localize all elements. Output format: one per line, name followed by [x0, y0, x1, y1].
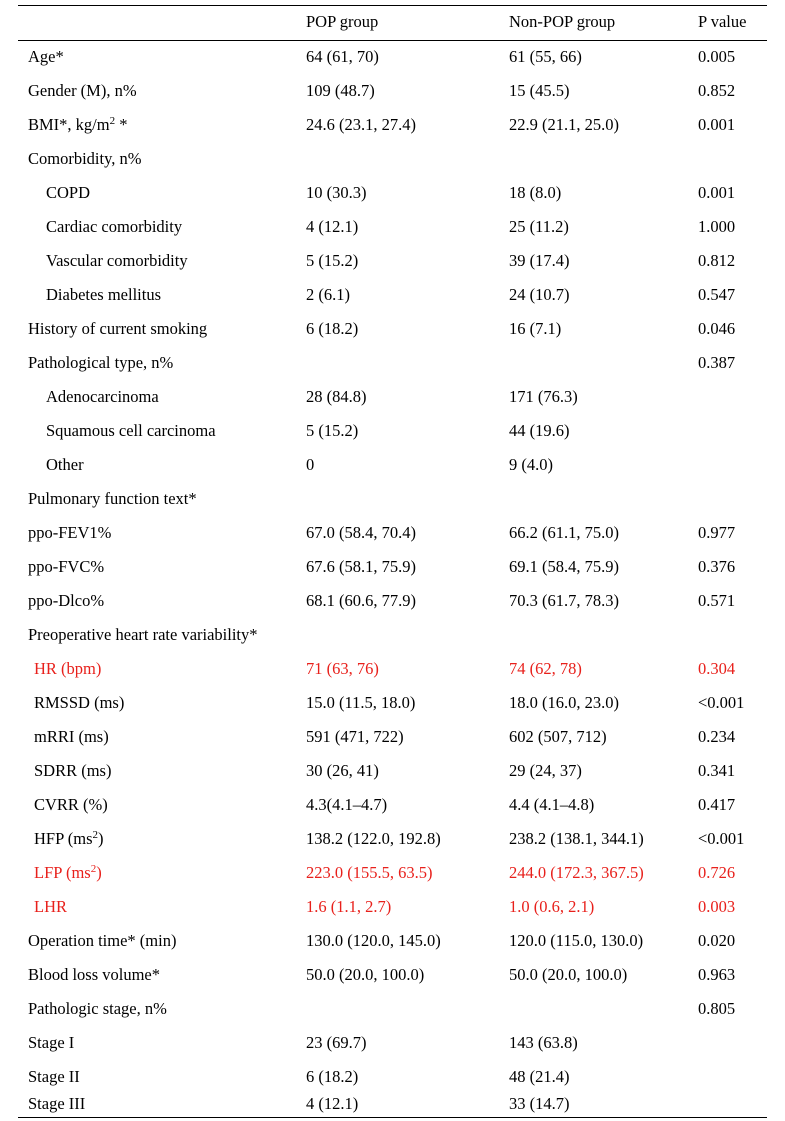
- table-row: [18, 516, 767, 550]
- row-label: SDRR (ms): [34, 761, 112, 780]
- row-label: Stage III: [28, 1094, 86, 1113]
- bottom-rule: [18, 1117, 767, 1118]
- nonpop-value: 24 (10.7): [509, 285, 570, 304]
- row-label: COPD: [46, 183, 91, 202]
- nonpop-value: 48 (21.4): [509, 1067, 570, 1086]
- row-label: Operation time* (min): [28, 931, 177, 950]
- nonpop-value: 171 (76.3): [509, 387, 578, 406]
- row-label: Adenocarcinoma: [46, 387, 159, 406]
- row-label: Vascular comorbidity: [46, 251, 188, 270]
- row-label: ppo-FEV1%: [28, 523, 112, 542]
- table-row: [18, 448, 767, 482]
- row-label: Stage II: [28, 1067, 80, 1086]
- pop-value: 67.6 (58.1, 75.9): [306, 557, 416, 576]
- row-label: Cardiac comorbidity: [46, 217, 183, 236]
- table-row: [18, 720, 767, 754]
- table-row: [18, 108, 767, 142]
- nonpop-value: 22.9 (21.1, 25.0): [509, 115, 619, 134]
- p-value: 0.376: [698, 557, 736, 576]
- header-p-value: P value: [698, 12, 747, 31]
- table-row: [18, 550, 767, 584]
- pop-value: 23 (69.7): [306, 1033, 367, 1052]
- row-label: LFP $(ms^2)$: [34, 863, 102, 882]
- p-value: 0.001: [698, 115, 736, 134]
- row-label: ppo-Dlco%: [28, 591, 105, 610]
- nonpop-value: 18 (8.0): [509, 183, 562, 202]
- table-row: [18, 754, 767, 788]
- pop-value: 130.0 (120.0, 145.0): [306, 931, 441, 950]
- row-label: History of current smoking: [28, 319, 208, 338]
- header-row: [18, 5, 767, 39]
- nonpop-value: 9 (4.0): [509, 455, 553, 474]
- nonpop-value: 1.0 (0.6, 2.1): [509, 897, 595, 916]
- p-value: 1.000: [698, 217, 736, 236]
- pop-value: 71 (63, 76): [306, 659, 379, 678]
- p-value: 0.001: [698, 183, 736, 202]
- row-label: mRRI (ms): [34, 727, 109, 746]
- p-value: <0.001: [698, 693, 745, 712]
- table-row: [18, 414, 767, 448]
- p-value: 0.726: [698, 863, 736, 882]
- row-label: Age*: [28, 47, 64, 66]
- nonpop-value: 602 (507, 712): [509, 727, 607, 746]
- table-row: [18, 992, 767, 1026]
- pop-value: 138.2 (122.0, 192.8): [306, 829, 441, 848]
- row-label: LHR: [34, 897, 67, 916]
- p-value: 0.977: [698, 523, 736, 542]
- p-value: 0.005: [698, 47, 736, 66]
- row-label: Diabetes mellitus: [46, 285, 162, 304]
- pop-value: 4 (12.1): [306, 1094, 359, 1113]
- table-row-highlighted: [18, 652, 767, 686]
- table-row: [18, 278, 767, 312]
- row-label: CVRR (%): [34, 795, 108, 814]
- pop-value: 28 (84.8): [306, 387, 367, 406]
- nonpop-value: 50.0 (20.0, 100.0): [509, 965, 628, 984]
- table-row: [18, 686, 767, 720]
- pop-value: 64 (61, 70): [306, 47, 379, 66]
- p-value: 0.963: [698, 965, 736, 984]
- nonpop-value: 74 (62, 78): [509, 659, 582, 678]
- p-value: 0.805: [698, 999, 736, 1018]
- row-label: RMSSD (ms): [34, 693, 125, 712]
- pop-value: 30 (26, 41): [306, 761, 379, 780]
- table-row: [18, 584, 767, 618]
- table-row: [18, 210, 767, 244]
- table-row: [18, 788, 767, 822]
- table-row: [18, 40, 767, 74]
- table-row: [18, 822, 767, 856]
- pop-value: 5 (15.2): [306, 421, 359, 440]
- table-row-highlighted: [18, 856, 767, 890]
- p-value: 0.046: [698, 319, 736, 338]
- p-value: 0.812: [698, 251, 736, 270]
- row-label: Preoperative heart rate variability*: [28, 625, 258, 644]
- nonpop-value: 39 (17.4): [509, 251, 570, 270]
- pop-value: 68.1 (60.6, 77.9): [306, 591, 416, 610]
- p-value: 0.304: [698, 659, 736, 678]
- row-label: ppo-FVC%: [28, 557, 105, 576]
- pop-value: 6 (18.2): [306, 319, 359, 338]
- table-row: [18, 380, 767, 414]
- pop-value: 67.0 (58.4, 70.4): [306, 523, 416, 542]
- table-row: [18, 482, 767, 516]
- pop-value: 109 (48.7): [306, 81, 375, 100]
- pop-value: 15.0 (11.5, 18.0): [306, 693, 416, 712]
- row-label: BMI*, $kg/m^2$ *: [28, 115, 128, 134]
- row-label: Comorbidity, n%: [28, 149, 142, 168]
- row-label: Pulmonary function text*: [28, 489, 197, 508]
- pop-value: 4.3(4.1–4.7): [306, 795, 388, 814]
- table-row: [18, 1087, 767, 1121]
- p-value: 0.417: [698, 795, 736, 814]
- nonpop-value: 16 (7.1): [509, 319, 562, 338]
- row-label: Pathologic stage, n%: [28, 999, 167, 1018]
- table-row: [18, 142, 767, 176]
- pop-value: 5 (15.2): [306, 251, 359, 270]
- nonpop-value: 25 (11.2): [509, 217, 569, 236]
- table-row: [18, 924, 767, 958]
- p-value: 0.003: [698, 897, 736, 916]
- nonpop-value: 238.2 (138.1, 344.1): [509, 829, 644, 848]
- row-label: Squamous cell carcinoma: [46, 421, 216, 440]
- pop-value: 10 (30.3): [306, 183, 367, 202]
- pop-value: 591 (471, 722): [306, 727, 404, 746]
- table-row-highlighted: [18, 890, 767, 924]
- nonpop-value: 61 (55, 66): [509, 47, 582, 66]
- nonpop-value: 18.0 (16.0, 23.0): [509, 693, 619, 712]
- table-row: [18, 176, 767, 210]
- nonpop-value: 15 (45.5): [509, 81, 570, 100]
- pop-value: 1.6 (1.1, 2.7): [306, 897, 392, 916]
- pop-value: 24.6 (23.1, 27.4): [306, 115, 416, 134]
- pop-value: 50.0 (20.0, 100.0): [306, 965, 425, 984]
- p-value: 0.547: [698, 285, 736, 304]
- nonpop-value: 66.2 (61.1, 75.0): [509, 523, 619, 542]
- row-label: Blood loss volume*: [28, 965, 161, 984]
- table-row: [18, 346, 767, 380]
- table-row: [18, 312, 767, 346]
- row-label: Stage I: [28, 1033, 75, 1052]
- nonpop-value: 33 (14.7): [509, 1094, 570, 1113]
- nonpop-value: 120.0 (115.0, 130.0): [509, 931, 644, 950]
- pop-value: 223.0 (155.5, 63.5): [306, 863, 433, 882]
- p-value: 0.341: [698, 761, 736, 780]
- nonpop-value: 4.4 (4.1–4.8): [509, 795, 595, 814]
- nonpop-value: 69.1 (58.4, 75.9): [509, 557, 619, 576]
- table-row: [18, 618, 767, 652]
- nonpop-value: 29 (24, 37): [509, 761, 582, 780]
- row-label: HFP $(ms^2)$: [34, 829, 104, 848]
- p-value: 0.852: [698, 81, 736, 100]
- p-value: 0.234: [698, 727, 736, 746]
- p-value: <0.001: [698, 829, 745, 848]
- header-pop: POP group: [306, 12, 379, 31]
- table-row: [18, 74, 767, 108]
- pop-value: 2 (6.1): [306, 285, 350, 304]
- nonpop-value: 244.0 (172.3, 367.5): [509, 863, 644, 882]
- p-value: 0.387: [698, 353, 736, 372]
- table-row: [18, 958, 767, 992]
- p-value: 0.020: [698, 931, 736, 950]
- row-label: HR (bpm): [34, 659, 102, 678]
- p-value: 0.571: [698, 591, 736, 610]
- nonpop-value: 44 (19.6): [509, 421, 570, 440]
- row-label: Gender (M), n%: [28, 81, 137, 100]
- pop-value: 6 (18.2): [306, 1067, 359, 1086]
- table-row: [18, 244, 767, 278]
- row-label: Pathological type, n%: [28, 353, 174, 372]
- table-row: [18, 1026, 767, 1060]
- header-nonpop: Non-POP group: [509, 12, 616, 31]
- nonpop-value: 70.3 (61.7, 78.3): [509, 591, 619, 610]
- nonpop-value: 143 (63.8): [509, 1033, 578, 1052]
- row-label: Other: [46, 455, 84, 474]
- pop-value: 4 (12.1): [306, 217, 359, 236]
- pop-value: 0: [306, 455, 315, 474]
